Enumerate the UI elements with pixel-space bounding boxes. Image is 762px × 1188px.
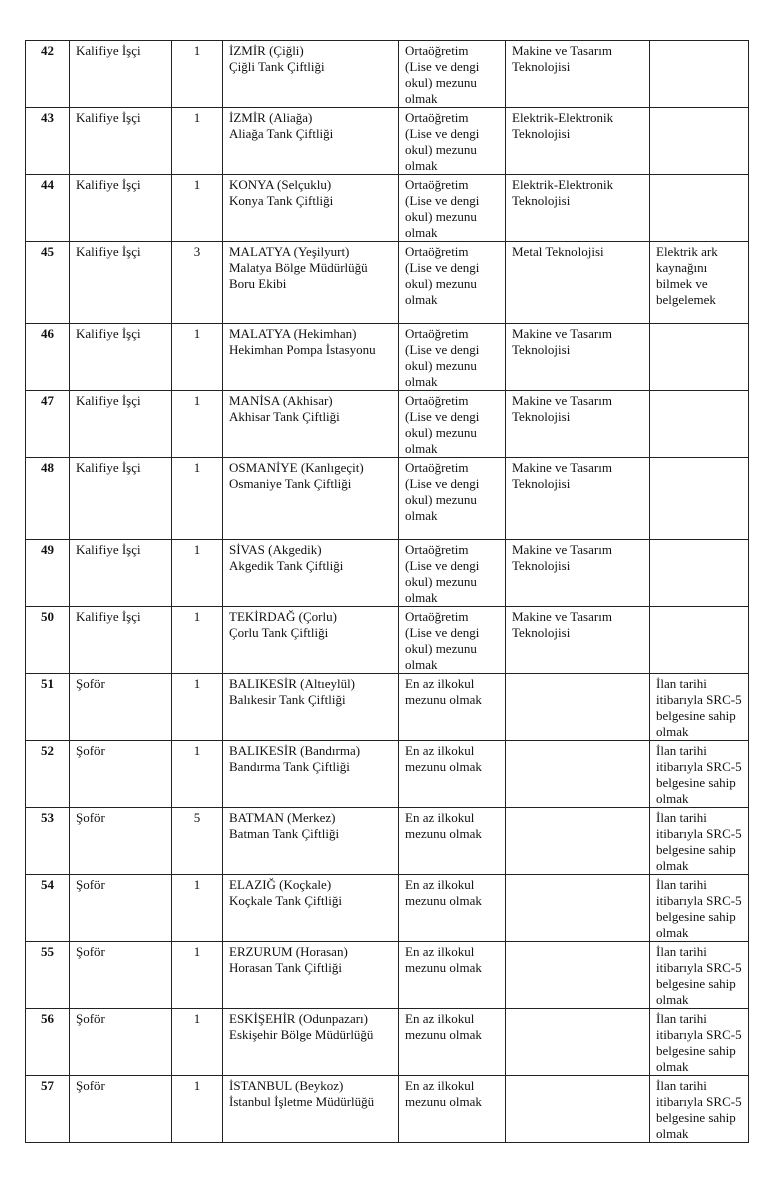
location-cell: BALIKESİR (Altıeylül) Balıkesir Tank Çiftliği (223, 674, 399, 741)
field-requirement (506, 741, 650, 808)
position-title: Şoför (70, 1009, 172, 1076)
additional-requirement: İlan tarihi itibarıyla SRC-5 belgesine sahip olmak (650, 741, 749, 808)
row-number: 49 (26, 540, 70, 607)
row-number: 42 (26, 41, 70, 108)
location-cell: ERZURUM (Horasan) Horasan Tank Çiftliği (223, 942, 399, 1009)
location-cell: OSMANİYE (Kanlıgeçit) Osmaniye Tank Çiftliği (223, 458, 399, 540)
location-cell: ESKİŞEHİR (Odunpazarı) Eskişehir Bölge Müdürlüğü (223, 1009, 399, 1076)
position-count: 1 (172, 942, 223, 1009)
position-title: Şoför (70, 741, 172, 808)
position-title: Kalifiye İşçi (70, 391, 172, 458)
position-count: 1 (172, 175, 223, 242)
position-count: 1 (172, 875, 223, 942)
additional-requirement (650, 458, 749, 540)
table-row (26, 175, 749, 242)
field-requirement (506, 674, 650, 741)
education-requirement: Ortaöğretim (Lise ve dengi okul) mezunu olmak (399, 458, 506, 540)
education-requirement: En az ilkokul mezunu olmak (399, 1009, 506, 1076)
position-count: 1 (172, 1009, 223, 1076)
location-cell: İZMİR (Çiğli) Çiğli Tank Çiftliği (223, 41, 399, 108)
table-row (26, 41, 749, 108)
education-requirement: Ortaöğretim (Lise ve dengi okul) mezunu olmak (399, 391, 506, 458)
additional-requirement (650, 391, 749, 458)
position-title: Kalifiye İşçi (70, 41, 172, 108)
row-number: 44 (26, 175, 70, 242)
position-title: Şoför (70, 1076, 172, 1143)
education-requirement: En az ilkokul mezunu olmak (399, 1076, 506, 1143)
row-number: 55 (26, 942, 70, 1009)
position-count: 1 (172, 391, 223, 458)
position-title: Kalifiye İşçi (70, 607, 172, 674)
location-cell: MANİSA (Akhisar) Akhisar Tank Çiftliği (223, 391, 399, 458)
education-requirement: Ortaöğretim (Lise ve dengi okul) mezunu olmak (399, 540, 506, 607)
additional-requirement: İlan tarihi itibarıyla SRC-5 belgesine sahip olmak (650, 808, 749, 875)
position-count: 1 (172, 41, 223, 108)
table-row (26, 242, 749, 324)
position-count: 1 (172, 324, 223, 391)
position-count: 1 (172, 540, 223, 607)
row-number: 50 (26, 607, 70, 674)
additional-requirement (650, 175, 749, 242)
row-number: 56 (26, 1009, 70, 1076)
table-row (26, 808, 749, 875)
field-requirement (506, 875, 650, 942)
table-row (26, 324, 749, 391)
location-cell: TEKİRDAĞ (Çorlu) Çorlu Tank Çiftliği (223, 607, 399, 674)
table-row (26, 674, 749, 741)
position-count: 5 (172, 808, 223, 875)
field-requirement (506, 808, 650, 875)
location-cell: BATMAN (Merkez) Batman Tank Çiftliği (223, 808, 399, 875)
education-requirement: En az ilkokul mezunu olmak (399, 942, 506, 1009)
field-requirement: Metal Teknolojisi (506, 242, 650, 324)
additional-requirement: İlan tarihi itibarıyla SRC-5 belgesine sahip olmak (650, 1009, 749, 1076)
education-requirement: En az ilkokul mezunu olmak (399, 741, 506, 808)
field-requirement: Makine ve Tasarım Teknolojisi (506, 540, 650, 607)
field-requirement: Makine ve Tasarım Teknolojisi (506, 607, 650, 674)
table-row (26, 942, 749, 1009)
position-title: Kalifiye İşçi (70, 108, 172, 175)
table-row (26, 540, 749, 607)
table-row (26, 1009, 749, 1076)
location-cell: ELAZIĞ (Koçkale) Koçkale Tank Çiftliği (223, 875, 399, 942)
location-cell: KONYA (Selçuklu) Konya Tank Çiftliği (223, 175, 399, 242)
position-title: Kalifiye İşçi (70, 540, 172, 607)
location-cell: İSTANBUL (Beykoz) İstanbul İşletme Müdürlüğü (223, 1076, 399, 1143)
table-row (26, 607, 749, 674)
table-body (26, 41, 749, 1143)
row-number: 47 (26, 391, 70, 458)
position-title: Şoför (70, 674, 172, 741)
field-requirement: Makine ve Tasarım Teknolojisi (506, 41, 650, 108)
field-requirement: Makine ve Tasarım Teknolojisi (506, 324, 650, 391)
row-number: 46 (26, 324, 70, 391)
position-title: Şoför (70, 875, 172, 942)
position-title: Kalifiye İşçi (70, 242, 172, 324)
additional-requirement (650, 324, 749, 391)
field-requirement (506, 1076, 650, 1143)
field-requirement (506, 1009, 650, 1076)
row-number: 51 (26, 674, 70, 741)
job-posting-table (25, 40, 749, 1143)
row-number: 52 (26, 741, 70, 808)
position-count: 3 (172, 242, 223, 324)
location-cell: İZMİR (Aliağa) Aliağa Tank Çiftliği (223, 108, 399, 175)
table-row (26, 108, 749, 175)
additional-requirement: İlan tarihi itibarıyla SRC-5 belgesine sahip olmak (650, 1076, 749, 1143)
additional-requirement (650, 540, 749, 607)
education-requirement: Ortaöğretim (Lise ve dengi okul) mezunu olmak (399, 242, 506, 324)
row-number: 48 (26, 458, 70, 540)
position-title: Şoför (70, 808, 172, 875)
table-row (26, 458, 749, 540)
additional-requirement: Elektrik ark kaynağını bilmek ve belgelemek (650, 242, 749, 324)
location-cell: MALATYA (Hekimhan) Hekimhan Pompa İstasyonu (223, 324, 399, 391)
position-title: Kalifiye İşçi (70, 175, 172, 242)
field-requirement: Makine ve Tasarım Teknolojisi (506, 391, 650, 458)
education-requirement: Ortaöğretim (Lise ve dengi okul) mezunu olmak (399, 607, 506, 674)
table-row (26, 741, 749, 808)
additional-requirement: İlan tarihi itibarıyla SRC-5 belgesine sahip olmak (650, 875, 749, 942)
table-row (26, 875, 749, 942)
table-row (26, 391, 749, 458)
position-count: 1 (172, 741, 223, 808)
field-requirement (506, 942, 650, 1009)
table-row (26, 1076, 749, 1143)
row-number: 43 (26, 108, 70, 175)
position-count: 1 (172, 108, 223, 175)
row-number: 45 (26, 242, 70, 324)
education-requirement: Ortaöğretim (Lise ve dengi okul) mezunu olmak (399, 108, 506, 175)
row-number: 53 (26, 808, 70, 875)
education-requirement: En az ilkokul mezunu olmak (399, 875, 506, 942)
field-requirement: Elektrik-Elektronik Teknolojisi (506, 108, 650, 175)
position-count: 1 (172, 1076, 223, 1143)
education-requirement: En az ilkokul mezunu olmak (399, 674, 506, 741)
position-count: 1 (172, 458, 223, 540)
education-requirement: Ortaöğretim (Lise ve dengi okul) mezunu olmak (399, 175, 506, 242)
row-number: 57 (26, 1076, 70, 1143)
education-requirement: En az ilkokul mezunu olmak (399, 808, 506, 875)
field-requirement: Makine ve Tasarım Teknolojisi (506, 458, 650, 540)
additional-requirement: İlan tarihi itibarıyla SRC-5 belgesine sahip olmak (650, 942, 749, 1009)
position-title: Şoför (70, 942, 172, 1009)
education-requirement: Ortaöğretim (Lise ve dengi okul) mezunu olmak (399, 324, 506, 391)
field-requirement: Elektrik-Elektronik Teknolojisi (506, 175, 650, 242)
position-title: Kalifiye İşçi (70, 324, 172, 391)
position-count: 1 (172, 674, 223, 741)
additional-requirement: İlan tarihi itibarıyla SRC-5 belgesine sahip olmak (650, 674, 749, 741)
additional-requirement (650, 41, 749, 108)
row-number: 54 (26, 875, 70, 942)
location-cell: BALIKESİR (Bandırma) Bandırma Tank Çiftliği (223, 741, 399, 808)
location-cell: MALATYA (Yeşilyurt) Malatya Bölge Müdürlüğü Boru Ekibi (223, 242, 399, 324)
education-requirement: Ortaöğretim (Lise ve dengi okul) mezunu olmak (399, 41, 506, 108)
position-count: 1 (172, 607, 223, 674)
additional-requirement (650, 607, 749, 674)
position-title: Kalifiye İşçi (70, 458, 172, 540)
location-cell: SİVAS (Akgedik) Akgedik Tank Çiftliği (223, 540, 399, 607)
additional-requirement (650, 108, 749, 175)
